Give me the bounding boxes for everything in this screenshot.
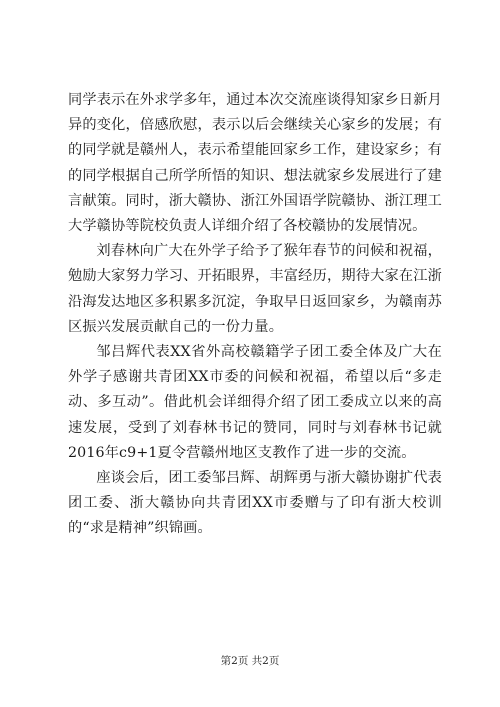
paragraph-after-meeting: 座谈会后，团工委邹吕辉、胡辉勇与浙大赣协谢扩代表团工委、浙大赣协向共青团XX市委赠与了印有浙大校训的“求是精神”织锦画。 xyxy=(68,470,442,537)
document-body xyxy=(68,88,442,542)
paragraph-continuation: 同学表示在外求学多年，通过本次交流座谈得知家乡日新月异的变化，倍感欣慰，表示以后会继续关心家乡的发展；有的同学就是赣州人，表示希望能回家乡工作，建设家乡；有的同学根据自己所学所悟的知识、想法就家乡发展进行了建言献策。同时，浙大赣协、浙江外国语学院赣协、浙江理工大学赣协等院校负责人详细介绍了各校赣协的发展情况。 xyxy=(68,92,442,235)
paragraph-zou-lvhui: 邹吕辉代表XX省外高校赣籍学子团工委全体及广大在外学子感谢共青团XX市委的问候和祝福，希望以后“多走动、多互动”。借此机会详细得介绍了团工委成立以来的高速发展，受到了刘春林书记的赞同，同时与刘春林书记就2016年c9+1夏令营赣州地区支教作了进一步的交流。 xyxy=(68,344,442,461)
paragraph-liu-chunlin: 刘春林向广大在外学子给予了猴年春节的问候和祝福，勉励大家努力学习、开拓眼界，丰富经历，期待大家在江浙沿海发达地区多积累多沉淀，争取早日返回家乡，为赣南苏区振兴发展贡献自己的一份力量。 xyxy=(68,243,442,335)
page-number-footer: 第2页 共2页 xyxy=(220,655,280,667)
